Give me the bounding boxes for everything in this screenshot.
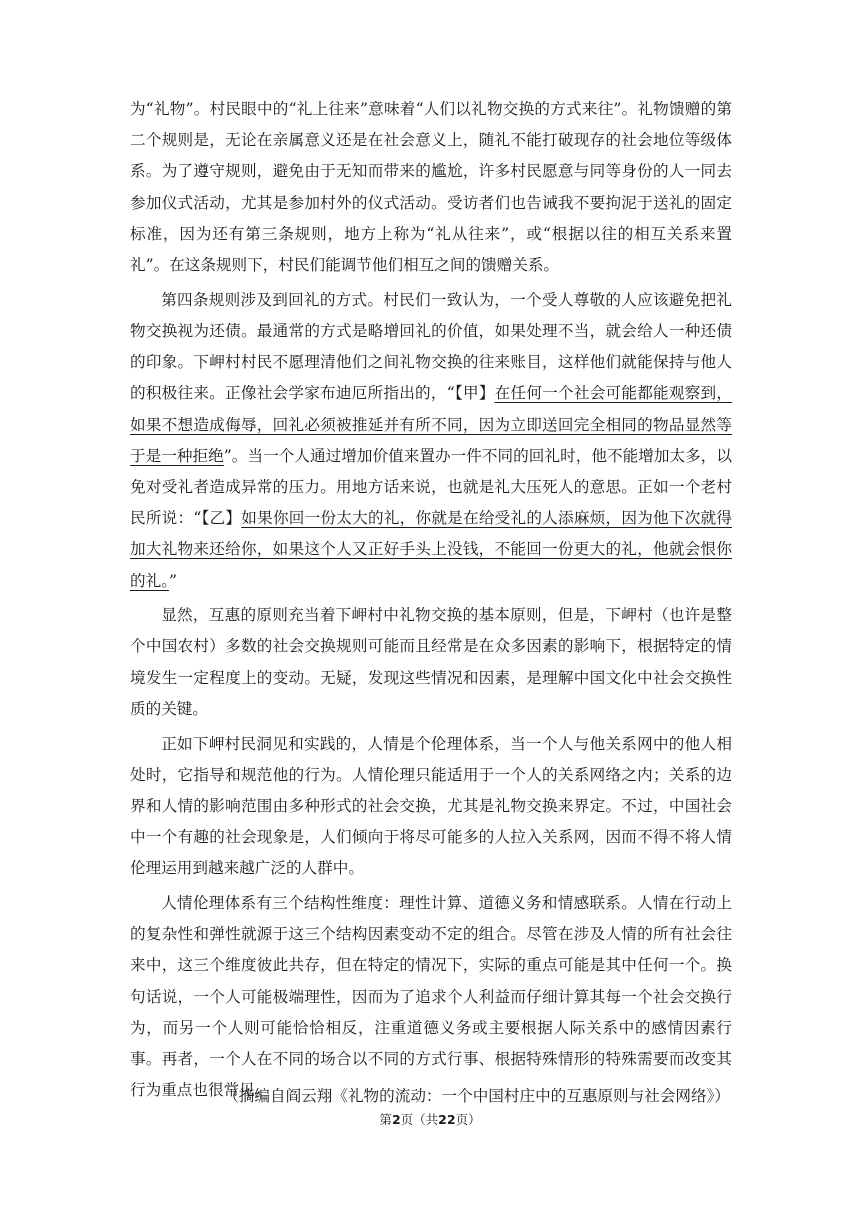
paragraph-5: 人情伦理体系有三个结构性维度：理性计算、道德义务和情感联系。人情在行动上的复杂性和弹性就源于这三个结构因素变动不定的组合。尽管在涉及人情的所有社会往来中，这三个维度彼此共存，但在特定的情况下，实际的重点可能是其中任何一个。换句话说，一个人可能极端理性，因而为了追求个人利益而仔细计算其每一个社会交换行为，而另一个人则可能恰恰相反，注重道德义务或主要根据人际关系中的感情因素行事。再者，一个人在不同的场合以不同的方式行事、根据特殊情形的特殊需要而改变其行为重点也很常见。 <box>130 894 732 1100</box>
page-footer <box>0 1111 860 1129</box>
paragraph-1: 为“礼物”。村民眼中的“礼上往来”意味着“人们以礼物交换的方式来往”。礼物馈赠的第二个规则是，无论在亲属意义还是在社会意义上，随礼不能打破现存的社会地位等级体系。为了遵守规则，避免由于无知而带来的尴尬，许多村民愿意与同等身份的人一同去参加仪式活动，尤其是参加村外的仪式活动。受访者们也告诫我不要拘泥于送礼的固定标准，因为还有第三条规则，地方上称为“礼从往来”，或“根据以往的相互关系来置礼”。在这条规则下，村民们能调节他们相互之间的馈赠关系。 <box>130 100 732 275</box>
paragraph-3: 显然，互惠的原则充当着下岬村中礼物交换的基本原则，但是，下岬村（也许是整个中国农村）多数的社会交换规则可能而且经常是在众多因素的影响下，根据特定的情境发生一定程度上的变动。无疑，发现这些情况和因素，是理解中国文化中社会交换性质的关键。 <box>130 606 732 718</box>
total-pages: 22 <box>438 1112 456 1127</box>
footer-suffix: 页） <box>455 1112 481 1127</box>
paragraph-2-part-c: ” <box>168 571 177 590</box>
footer-middle: 页（共 <box>400 1112 439 1127</box>
underlined-quote-jia: 在任何一个社会可能都能观察到，如果不想造成侮辱，回礼必须被推延并有所不同，因为立即送回完全相同的物品显然等于是一种拒绝 <box>130 384 732 465</box>
paragraph-2-part-a: 第四条规则涉及到回礼的方式。村民们一致认为，一个受人尊敬的人应该避免把礼物交换视为还债。最通常的方式是略增回礼的价值，如果处理不当，就会给人一种还债的印象。下岬村村民不愿理清他们之间礼物交换的往来账目，这样他们就能保持与他人的积极往来。正像社会学家布迪厄所指出的，“【甲】 <box>130 290 732 403</box>
paragraph-4: 正如下岬村民洞见和实践的，人情是个伦理体系，当一个人与他关系网中的他人相处时，它指导和规范他的行为。人情伦理只能适用于一个人的关系网络之内；关系的边界和人情的影响范围由多种形式的社会交换，尤其是礼物交换来界定。不过，中国社会中一个有趣的社会现象是，人们倾向于将尽可能多的人拉入关系网，因而不得不将人情伦理运用到越来越广泛的人群中。 <box>130 734 732 878</box>
page-number: 2 <box>391 1112 401 1127</box>
article-body <box>130 94 732 1110</box>
footer-prefix: 第 <box>379 1112 392 1127</box>
source-citation: （摘编自阎云翔《礼物的流动：一个中国村庄中的互惠原则与社会网络》） <box>223 1087 730 1105</box>
paragraph-2-part-b: ”。当一个人通过增加价值来置办一件不同的回礼时，他不能增加太多，以免对受礼者造成异常的压力。用地方话来说，也就是礼大压死人的意思。正如一个老村民所说：“【乙】 <box>130 446 732 528</box>
underlined-quote-yi: 如果你回一份太大的礼，你就是在给受礼的人添麻烦，因为他下次就得加大礼物来还给你，如果这个人又正好手头上没钱，不能回一份更大的礼，他就会恨你的礼。 <box>130 509 732 590</box>
paragraph-2 <box>130 285 732 597</box>
